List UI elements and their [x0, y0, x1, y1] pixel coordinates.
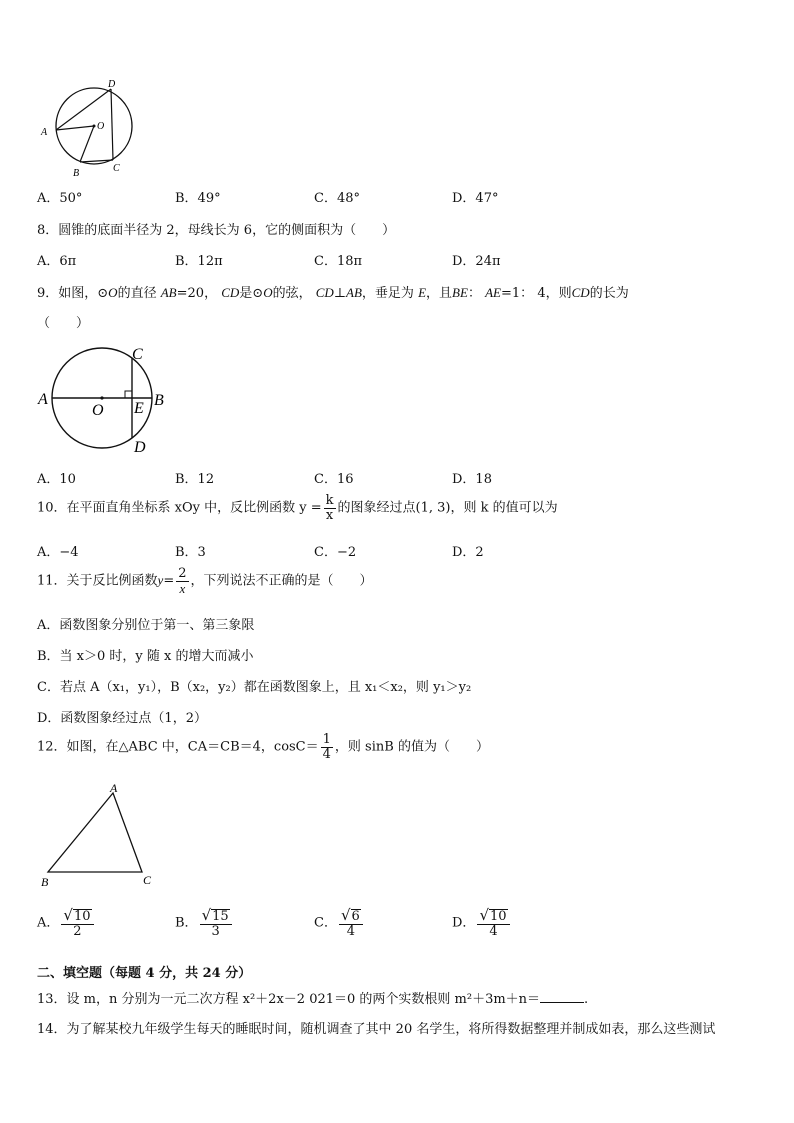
q13-question: 13．设 m，n 分别为一元二次方程 x²＋2x－2 021＝0 的两个实数根则 m²＋3m＋n＝ .	[37, 992, 589, 1007]
q9-label-d: D	[134, 439, 146, 456]
q7-option-d: D．47°	[452, 191, 499, 206]
q9-label-e: E	[134, 400, 144, 417]
q7-segment-ao	[56, 126, 94, 130]
q7-center-dot	[93, 125, 96, 128]
q12-option-b: B． $\frac{√15}{3}$	[175, 908, 234, 938]
q13-answer-blank[interactable]	[540, 990, 584, 1003]
q10-option-d: D．2	[452, 545, 484, 560]
q8-question: 8．圆锥的底面半径为 2，母线长为 6，它的侧面积为（ ）	[37, 223, 396, 238]
q12-question: 12．如图，在△ABC 中，CA＝CB＝4，cosC＝ $\frac{1}{4}$ ，则 sinB 的值为（ ）	[37, 732, 489, 762]
q9-right-angle-mark	[125, 391, 132, 398]
q9-option-c: C．16	[314, 472, 354, 487]
q12-triangle	[48, 793, 142, 872]
q10-option-c: C．−2	[314, 545, 357, 560]
q9-label-o: O	[92, 402, 104, 419]
q7-option-c: C．48°	[314, 191, 360, 206]
q11-option-a: A．函数图象分别位于第一、第三象限	[37, 618, 255, 633]
q7-segment-bo	[80, 126, 94, 162]
q9-label-c: C	[132, 346, 143, 363]
q11-option-d: D．函数图象经过点（1，2）	[37, 711, 207, 726]
q9-circle-figure	[36, 342, 176, 458]
q7-label-c: C	[113, 163, 120, 174]
q12-fraction: $\frac{1}{4}$	[322, 732, 331, 762]
q10-fraction: $\frac{k}{x}$	[325, 493, 334, 523]
q8-option-c: C．18π	[314, 254, 363, 269]
q12-triangle-figure	[36, 780, 166, 892]
q8-option-d: D．24π	[452, 254, 501, 269]
q7-option-b: B．49°	[175, 191, 221, 206]
q14-question: 14．为了解某校九年级学生每天的睡眠时间，随机调查了其中 20 名学生，将所得数据整理并制成如表，那么这些测试	[37, 1022, 716, 1037]
q12-option-a: A． $\frac{√10}{2}$	[37, 908, 96, 938]
q9-label-a: A	[38, 391, 48, 408]
q11-fraction: $\frac{2}{x}$	[178, 566, 187, 596]
q9-answer-paren: （ ）	[37, 316, 90, 331]
q7-circle-figure	[36, 78, 166, 180]
section-2-heading: 二、填空题（每题 4 分，共 24 分）	[37, 966, 252, 981]
q7-label-d: D	[108, 79, 116, 90]
q10-option-a: A．−4	[37, 545, 79, 560]
q9-option-d: D．18	[452, 472, 492, 487]
q7-label-b: B	[73, 168, 80, 179]
q12-option-d: D． $\frac{√10}{4}$	[452, 908, 512, 938]
q11-option-c: C．若点 A（x₁，y₁），B（x₂，y₂）都在函数图象上，且 x₁＜x₂，则 y₁＞y₂	[37, 680, 472, 695]
q9-option-b: B．12	[175, 472, 215, 487]
q12-label-a: A	[110, 781, 118, 795]
q9-center-dot	[100, 396, 103, 399]
q8-option-a: A．6π	[37, 254, 77, 269]
q9-label-b: B	[154, 392, 164, 409]
q9-option-a: A．10	[37, 472, 76, 487]
q11-question: 11．关于反比例函数y= $\frac{2}{x}$ ，下列说法不正确的是（ ）	[37, 566, 373, 596]
q12-option-c: C． $\frac{√6}{4}$	[314, 908, 365, 938]
q7-chord-dc	[111, 89, 113, 160]
q12-label-b: B	[41, 875, 49, 889]
q9-question: 9．如图，⊙O的直径 AB=20， CD是⊙O的弦， CD⊥AB，垂足为 E，且BE： AE=1： 4，则CD的长为	[37, 285, 629, 301]
q12-label-c: C	[143, 873, 152, 887]
q10-option-b: B．3	[175, 545, 206, 560]
q11-option-b: B．当 x＞0 时，y 随 x 的增大而减小	[37, 649, 254, 664]
q7-option-a: A．50°	[37, 191, 83, 206]
q7-label-o: O	[97, 121, 105, 132]
q7-label-a: A	[41, 127, 48, 138]
q8-option-b: B．12π	[175, 254, 223, 269]
q10-question: 10．在平面直角坐标系 xOy 中，反比例函数 y = $\frac{k}{x}$ 的图象经过点(1, 3)，则 k 的值可以为	[37, 493, 558, 523]
